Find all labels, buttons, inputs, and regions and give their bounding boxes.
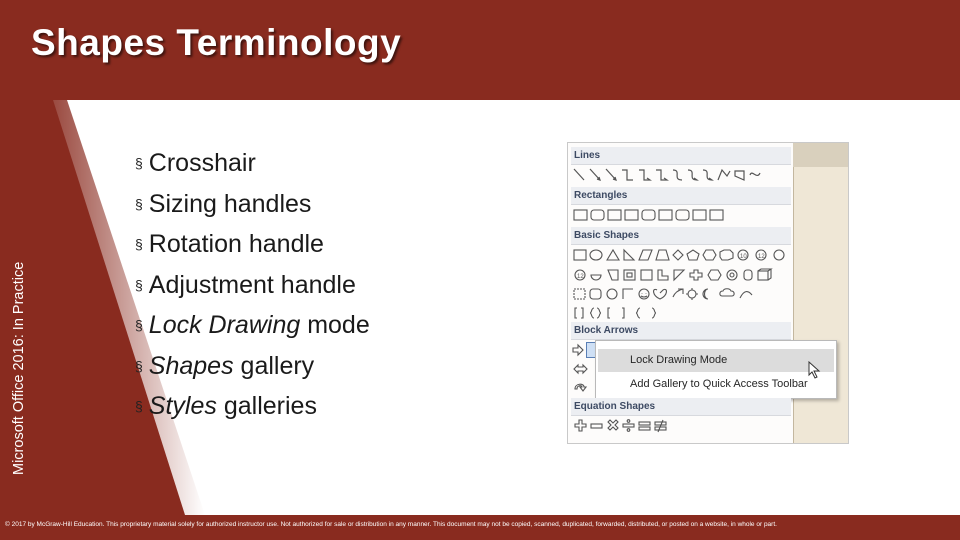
- bullet-marker: §: [135, 317, 143, 333]
- side-label: Microsoft Office 2016: In Practice: [11, 261, 27, 475]
- bullet-marker: §: [135, 195, 143, 212]
- bullet-marker: §: [135, 276, 143, 293]
- context-menu: [595, 340, 837, 399]
- category-equation-shapes: Equation Shapes: [571, 398, 791, 416]
- lines-shapes-row[interactable]: [572, 167, 790, 183]
- category-basic-shapes: Basic Shapes: [571, 227, 791, 245]
- category-lines: Lines: [571, 147, 791, 165]
- mouse-cursor-icon: [808, 361, 822, 379]
- bullet-emphasis: Styles: [148, 392, 217, 420]
- menu-item-lock-drawing-mode[interactable]: Lock Drawing Mode: [598, 349, 834, 372]
- bullet-item: [135, 224, 370, 265]
- category-block-arrows: Block Arrows: [571, 322, 791, 340]
- title-bar: [0, 0, 960, 100]
- bullet-marker: §: [135, 236, 143, 252]
- bullet-item: [135, 184, 370, 225]
- bullet-item: [135, 346, 370, 387]
- copyright-notice: © 2017 by McGraw-Hill Education. This proprietary material solely for authorized instructor use. Not authorized for sale or distribution in any manner. This document may not be copied, scanned, duplicated, forwarded, distributed, or posted on a website, in whole or part.: [5, 521, 777, 528]
- ribbon-edge: [793, 143, 848, 167]
- bullet-text: galleries: [216, 392, 317, 420]
- slide-title: Shapes Terminology: [31, 22, 402, 63]
- svg-text:10: 10: [740, 254, 747, 260]
- bullet-marker: §: [135, 155, 143, 171]
- basic-shapes-row-3[interactable]: [572, 286, 790, 302]
- shapes-gallery-screenshot: [567, 142, 849, 444]
- bullet-text: mode: [300, 311, 370, 339]
- bullet-item: [135, 386, 370, 427]
- bullet-item: [135, 265, 370, 306]
- svg-text:12: 12: [577, 274, 584, 280]
- bullet-marker: §: [135, 357, 143, 374]
- bullet-list: [135, 143, 370, 427]
- equation-shapes-row[interactable]: [572, 418, 790, 434]
- bullet-emphasis: Shapes: [148, 351, 234, 380]
- bullet-text: Rotation handle: [148, 230, 324, 258]
- bullet-emphasis: Lock Drawing: [148, 311, 301, 339]
- rectangles-shapes-row[interactable]: [572, 207, 790, 223]
- basic-shapes-row-4[interactable]: [572, 305, 790, 321]
- basic-shapes-row-2[interactable]: [572, 267, 790, 283]
- menu-item-add-gallery-to-qat[interactable]: Add Gallery to Quick Access Toolbar: [630, 378, 808, 390]
- basic-shapes-row-1[interactable]: [572, 247, 790, 263]
- bullet-text: Crosshair: [148, 149, 256, 177]
- svg-text:12: 12: [758, 254, 765, 260]
- bullet-text: Adjustment handle: [148, 270, 356, 299]
- bullet-marker: §: [135, 398, 143, 414]
- bullet-item: [135, 305, 370, 346]
- category-rectangles: Rectangles: [571, 187, 791, 205]
- bullet-text: gallery: [233, 351, 315, 380]
- bullet-item: [135, 143, 370, 184]
- bullet-text: Sizing handles: [148, 189, 312, 218]
